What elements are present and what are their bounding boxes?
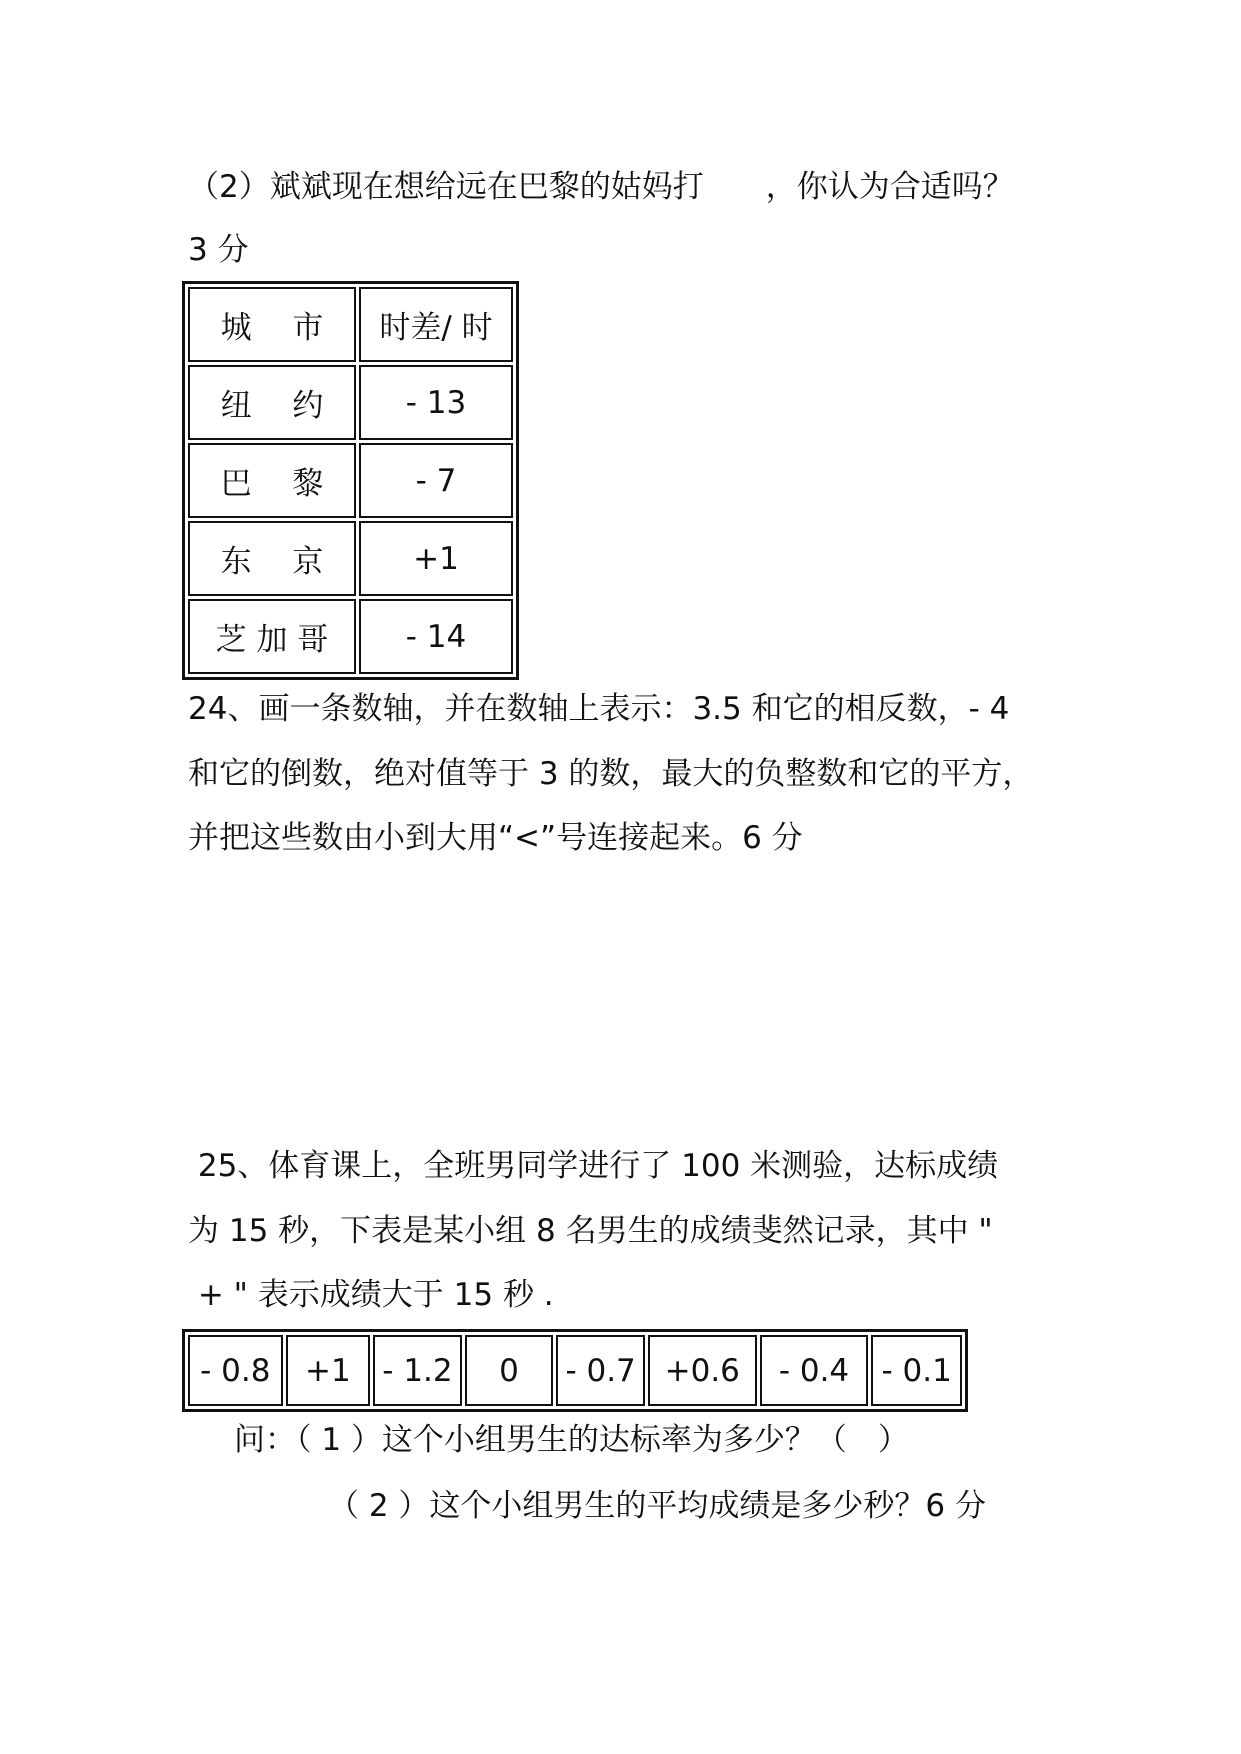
q25-line2: 为 15 秒，下表是某小组 8 名男生的成绩斐然记录，其中 " xyxy=(188,1213,993,1249)
city-cell: 芝 加 哥 xyxy=(188,599,356,674)
score-cell: 0 xyxy=(465,1335,554,1406)
table-row xyxy=(188,1335,962,1406)
city-cell: 纽 约 xyxy=(188,365,356,440)
q23-part2-line2: 3 分 xyxy=(188,232,249,268)
score-record-table xyxy=(182,1329,968,1412)
score-cell: +0.6 xyxy=(648,1335,757,1406)
city-cell: 东 京 xyxy=(188,521,356,596)
table-row xyxy=(188,599,513,674)
time-diff-cell: +1 xyxy=(359,521,513,596)
time-diff-cell: - 13 xyxy=(359,365,513,440)
time-diff-cell: - 7 xyxy=(359,443,513,518)
time-difference-table xyxy=(182,281,519,680)
q25-question2: （ 2 ）这个小组男生的平均成绩是多少秒？6 分 xyxy=(328,1488,987,1524)
score-cell: - 0.4 xyxy=(760,1335,869,1406)
table-header-cell: 时差/ 时 xyxy=(359,287,513,362)
q24-line1: 24、画一条数轴，并在数轴上表示：3.5 和它的相反数，- 4 xyxy=(188,691,1010,727)
score-cell: - 0.7 xyxy=(556,1335,645,1406)
table-row xyxy=(188,521,513,596)
q24-line2: 和它的倒数，绝对值等于 3 的数，最大的负整数和它的平方， xyxy=(188,756,1034,792)
q25-line1: 25、体育课上，全班男同学进行了 100 米测验，达标成绩 xyxy=(188,1148,999,1184)
q25-line3: + " 表示成绩大于 15 秒 . xyxy=(188,1277,554,1313)
city-cell: 巴 黎 xyxy=(188,443,356,518)
q24-line3: 并把这些数由小到大用“<”号连接起来。6 分 xyxy=(188,820,803,856)
table-row xyxy=(188,443,513,518)
time-diff-cell: - 14 xyxy=(359,599,513,674)
q23-part2-line1: （2）斌斌现在想给远在巴黎的姑妈打 ，你认为合适吗？ xyxy=(188,169,1014,205)
table-header-row xyxy=(188,287,513,362)
score-cell: - 1.2 xyxy=(373,1335,462,1406)
score-cell: - 0.1 xyxy=(871,1335,962,1406)
q25-question1: 问：（ 1 ）这个小组男生的达标率为多少？（ ） xyxy=(234,1422,909,1458)
table-header-cell: 城 市 xyxy=(188,287,356,362)
table-row xyxy=(188,365,513,440)
score-cell: +1 xyxy=(286,1335,371,1406)
score-cell: - 0.8 xyxy=(188,1335,283,1406)
